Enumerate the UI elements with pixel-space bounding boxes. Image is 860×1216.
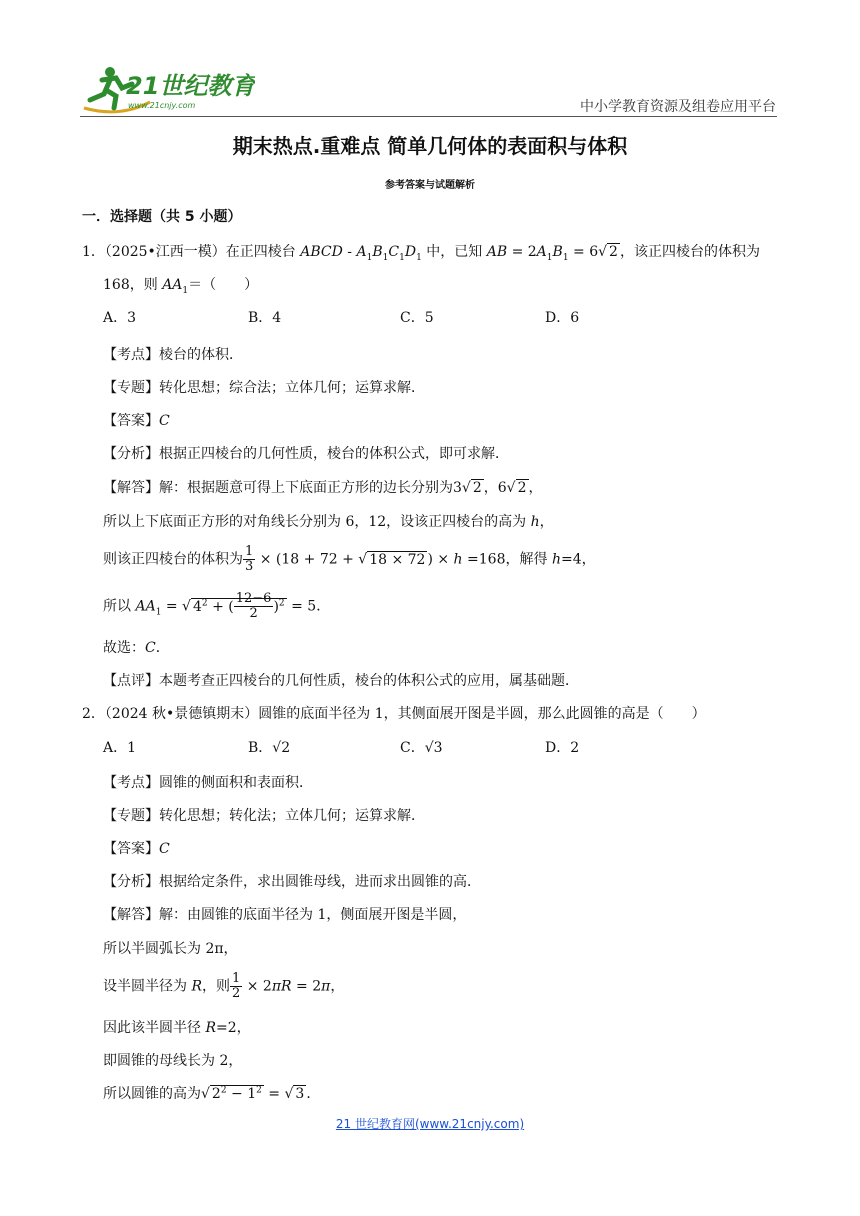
q2-kaodian: 【考点】圆锥的侧面积和表面积． bbox=[103, 775, 313, 791]
q1-option-b: B．4 bbox=[248, 310, 282, 326]
q2-stem: 2．（2024 秋•景德镇期末）圆锥的底面半径为 1，其侧面展开图是半圆，那么此圆锥的高是（ ） bbox=[82, 706, 706, 722]
page-subtitle: 参考答案与试题解析 bbox=[385, 180, 475, 191]
q1-stem-line2: 168，则 $AA_1=$（ ） bbox=[103, 277, 259, 296]
q2-answer: 【答案】C bbox=[103, 841, 170, 857]
q2-line6: 所以圆锥的高为√ $2^2 - 1^2$ = √ 3 ． bbox=[103, 1085, 321, 1102]
section-heading: 一．选择题（共 5 小题） bbox=[82, 209, 242, 225]
q2-line3: 设半圆半径为 R，则 $\frac{1}{2}$ × 2πR = 2π， bbox=[103, 971, 345, 1001]
footer-link[interactable]: 21 世纪教育网(www.21cnjy.com) bbox=[335, 1117, 525, 1131]
svg-text:21世纪教育: 21世纪教育 bbox=[126, 72, 255, 100]
q2-line5: 即圆锥的母线长为 2， bbox=[103, 1053, 243, 1069]
q1-guxuan: 故选：C． bbox=[103, 640, 170, 656]
q1-stem: 1．（2025•江西一模）在正四棱台 ABCD - $A_1B_1C_1D_1$ 中，已知 AB = $2A_1B_1 = 6√$ 2 ，该正四棱台的体积为 bbox=[82, 244, 760, 263]
header-divider bbox=[80, 116, 777, 117]
page-title: 期末热点.重难点 简单几何体的表面积与体积 bbox=[232, 134, 628, 158]
q2-jieda: 【解答】解：由圆锥的底面半径为 1，侧面展开图是半圆， bbox=[103, 907, 467, 923]
q1-line4: 所以 $AA_1$ = √ $4^2$ + ( $\frac{12-6}{2}$ )$^2$ = 5． bbox=[103, 591, 331, 621]
q1-dianping: 【点评】本题考查正四棱台的几何性质，棱台的体积公式的应用，属基础题． bbox=[103, 673, 579, 689]
svg-text:www.21cnjy.com: www.21cnjy.com bbox=[128, 101, 196, 110]
q2-line2: 所以半圆弧长为 2π， bbox=[103, 941, 238, 957]
q2-line4: 因此该半圆半径 R=2， bbox=[103, 1020, 251, 1036]
q1-kaodian: 【考点】棱台的体积． bbox=[103, 347, 243, 363]
q1-option-c: C．5 bbox=[400, 310, 434, 326]
q1-zhuanti: 【专题】转化思想；综合法；立体几何；运算求解． bbox=[103, 380, 425, 396]
logo bbox=[80, 62, 255, 116]
q1-line2: 所以上下底面正方形的对角线长分别为 6，12，设该正四棱台的高为 h， bbox=[103, 514, 554, 530]
q1-option-d: D．6 bbox=[545, 310, 580, 326]
platform-label: 中小学教育资源及组卷应用平台 bbox=[580, 99, 776, 115]
q2-option-d: D．2 bbox=[545, 740, 580, 756]
q2-option-b: B．√2 bbox=[248, 740, 291, 756]
q2-option-a: A．1 bbox=[103, 740, 137, 756]
q2-fenxi: 【分析】根据给定条件，求出圆锥母线，进而求出圆锥的高． bbox=[103, 874, 481, 890]
q2-zhuanti: 【专题】转化思想；转化法；立体几何；运算求解． bbox=[103, 808, 425, 824]
q1-answer: 【答案】C bbox=[103, 413, 170, 429]
q1-jieda: 【解答】解：根据题意可得上下底面正方形的边长分别为3√ 2 ，6√ 2 ， bbox=[103, 480, 543, 496]
q1-option-a: A．3 bbox=[103, 310, 137, 326]
q2-option-c: C．√3 bbox=[400, 740, 443, 756]
q1-fenxi: 【分析】根据正四棱台的几何性质，棱台的体积公式，即可求解． bbox=[103, 446, 509, 462]
q1-line3: 则该正四棱台的体积为 $\frac{1}{3}$ × (18 + 72 + √ 18 × 72 ) × h =168，解得 h=4， bbox=[103, 544, 596, 574]
